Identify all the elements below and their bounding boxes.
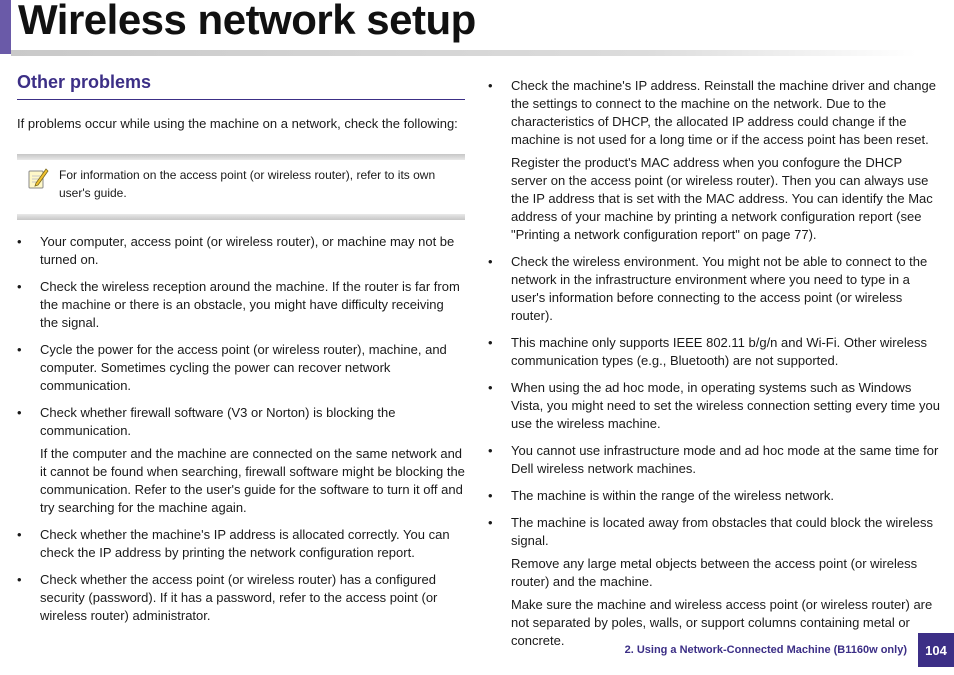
list-item bbox=[488, 253, 940, 325]
list-item-text: Make sure the machine and wireless access point (or wireless router) are not separated by poles, walls, or support columns containing metal or concrete. bbox=[511, 597, 933, 648]
list-item bbox=[17, 526, 465, 562]
list-item bbox=[17, 233, 465, 269]
bullet-mark: • bbox=[488, 443, 493, 458]
list-item-text: Check the wireless reception around the machine. If the router is far from the machine or there is an obstacle, you might have difficulty receiving the signal. bbox=[40, 279, 460, 330]
page-title: Wireless network setup bbox=[18, 0, 476, 43]
list-item bbox=[488, 442, 940, 478]
right-column bbox=[488, 77, 940, 659]
list-item bbox=[488, 379, 940, 433]
list-item bbox=[488, 77, 940, 244]
list-item-text: Check the machine's IP address. Reinstall the machine driver and change the settings to connect to the machine on the network. Due to the characteristics of DHCP, the allocated IP address could change if the machine is not used for a long time or if the access point has been reset. bbox=[511, 78, 936, 147]
note-text: For information on the access point (or wireless router), refer to its own user's guide. bbox=[59, 168, 436, 200]
bullet-mark: • bbox=[17, 234, 22, 249]
list-item-text: Check the wireless environment. You might not be able to connect to the network in the infrastructure environment where you need to type in a user's information before connecting to the access point (or wireless router). bbox=[511, 254, 928, 323]
list-item bbox=[17, 278, 465, 332]
bullet-mark: • bbox=[488, 335, 493, 350]
bullet-mark: • bbox=[17, 342, 22, 357]
title-accent-bar bbox=[0, 0, 11, 54]
note-pencil-icon bbox=[27, 166, 49, 190]
list-item-text: Remove any large metal objects between the access point (or wireless router) and the machine. bbox=[511, 556, 918, 589]
bullet-mark: • bbox=[17, 572, 22, 587]
list-item-text: If the computer and the machine are connected on the same network and it cannot be found when searching, firewall software might be blocking the communication. Refer to the user's guide for the software to turn it off and try searching for the machine again. bbox=[40, 446, 465, 515]
list-item bbox=[17, 341, 465, 395]
title-underline bbox=[11, 50, 916, 56]
bullet-mark: • bbox=[488, 78, 493, 93]
list-item-text: Register the product's MAC address when you confogure the DHCP server on the access point (or wireless router). Then you can always use the IP address that is set with the MAC address. You can identify the Mac address of your machine by printing a network configuration report (see "Printing a network configuration report" on page 77). bbox=[511, 155, 933, 242]
right-bullet-list bbox=[488, 77, 940, 650]
list-item-text: Cycle the power for the access point (or wireless router), machine, and computer. Sometimes cycling the power can recover network communication. bbox=[40, 342, 447, 393]
left-bullet-list bbox=[17, 233, 465, 625]
bullet-mark: • bbox=[488, 515, 493, 530]
footer-chapter: 2. Using a Network-Connected Machine (B1160w only) bbox=[624, 644, 907, 656]
list-item-text: Check whether the machine's IP address is allocated correctly. You can check the IP address by printing the network configuration report. bbox=[40, 527, 450, 560]
intro-text: If problems occur while using the machine on a network, check the following: bbox=[17, 116, 458, 131]
list-item-text: When using the ad hoc mode, in operating systems such as Windows Vista, you might need to set the wireless connection setting every time you use the wireless machine. bbox=[511, 380, 940, 431]
list-item bbox=[488, 514, 940, 650]
bullet-mark: • bbox=[488, 488, 493, 503]
bullet-mark: • bbox=[488, 254, 493, 269]
bullet-mark: • bbox=[488, 380, 493, 395]
list-item-text: The machine is within the range of the wireless network. bbox=[511, 488, 834, 503]
list-item-text: This machine only supports IEEE 802.11 b/g/n and Wi-Fi. Other wireless communication types (e.g., Bluetooth) are not supported. bbox=[511, 335, 927, 368]
list-item-text: Check whether the access point (or wireless router) has a configured security (password). If it has a password, refer to the access point (or wireless router) administrator. bbox=[40, 572, 438, 623]
left-column bbox=[17, 72, 465, 634]
list-item bbox=[488, 487, 940, 505]
list-item bbox=[17, 404, 465, 517]
list-item-text: Check whether firewall software (V3 or Norton) is blocking the communication. bbox=[40, 405, 396, 438]
list-item-text: The machine is located away from obstacles that could block the wireless signal. bbox=[511, 515, 933, 548]
note-box bbox=[17, 154, 465, 220]
bullet-mark: • bbox=[17, 279, 22, 294]
bullet-mark: • bbox=[17, 405, 22, 420]
list-item bbox=[17, 571, 465, 625]
list-item-text: Your computer, access point (or wireless router), or machine may not be turned on. bbox=[40, 234, 455, 267]
page-number: 104 bbox=[918, 633, 954, 667]
list-item-text: You cannot use infrastructure mode and ad hoc mode at the same time for Dell wireless network machines. bbox=[511, 443, 939, 476]
bullet-mark: • bbox=[17, 527, 22, 542]
section-heading: Other problems bbox=[17, 72, 465, 100]
list-item bbox=[488, 334, 940, 370]
